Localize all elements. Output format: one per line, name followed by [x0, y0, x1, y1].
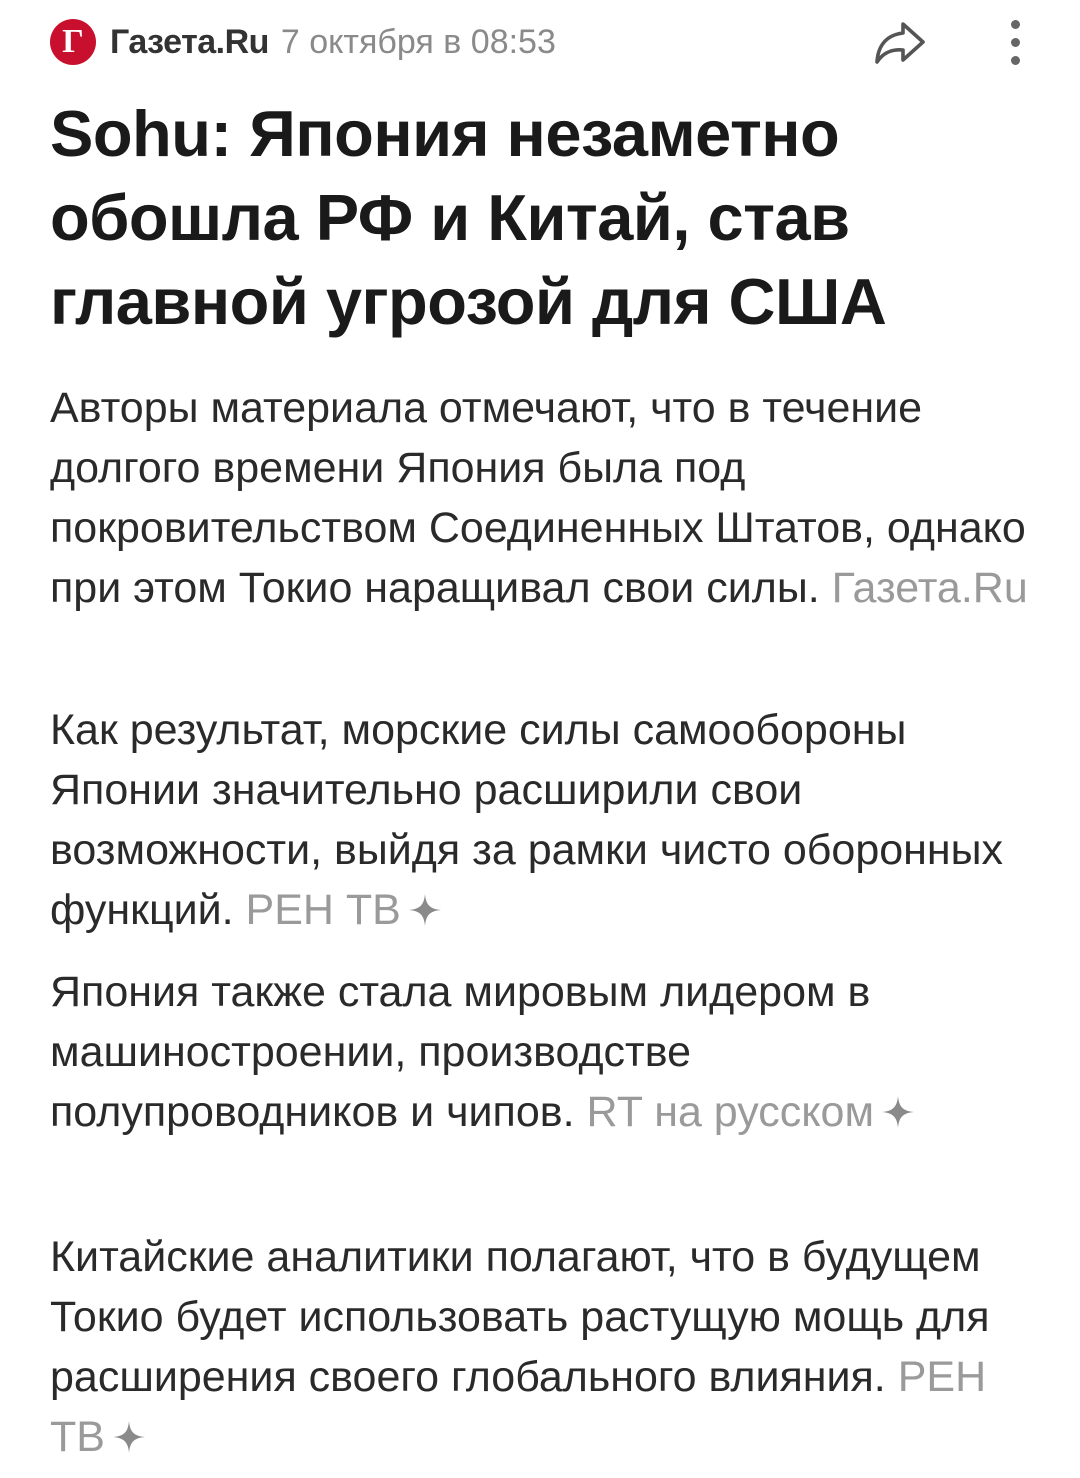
paragraph-text: Китайские аналитики полагают, что в будущем Токио будет использовать растущую мощь для расширения своего глобального влияния.	[50, 1233, 990, 1401]
source-name[interactable]: Газета.Ru	[110, 22, 269, 61]
source-header	[50, 12, 1030, 72]
paragraph-text: Как результат, морские силы самообороны Японии значительно расширили свои возможности, выйдя за рамки чисто оборонных функций.	[50, 706, 1004, 934]
gazeta-logo[interactable]	[50, 19, 96, 65]
paragraph-text: Авторы материала отмечают, что в течение долгого времени Япония была под покровительством Соединенных Штатов, однако при этом Токио наращивал свои силы.	[50, 384, 1026, 612]
summary-paragraph	[50, 962, 1040, 1142]
paragraph-source-link[interactable]: РЕН ТВ	[50, 1353, 987, 1461]
logo-letter: Г	[62, 23, 84, 60]
sparkle-icon	[111, 1419, 147, 1455]
more-options-button[interactable]	[1000, 12, 1030, 72]
paragraph-source-link[interactable]: РЕН ТВ	[245, 886, 401, 934]
summary-paragraph	[50, 1227, 1040, 1467]
more-vertical-icon-dot	[1011, 38, 1020, 47]
summary-paragraph	[50, 700, 1040, 940]
more-vertical-icon-dot	[1011, 56, 1020, 65]
sparkle-icon	[407, 892, 443, 928]
timestamp: 7 октября в 08:53	[280, 22, 556, 61]
sparkle-icon	[880, 1094, 916, 1130]
article-headline[interactable]: Sohu: Япония незаметно обошла РФ и Китай, став главной угрозой для США	[50, 97, 887, 338]
paragraph-source-link[interactable]: RT на русском	[586, 1088, 875, 1136]
summary-paragraph	[50, 378, 1040, 618]
paragraph-text: Япония также стала мировым лидером в машиностроении, производстве полупроводников и чипов.	[50, 968, 871, 1136]
share-arrow-icon	[873, 18, 927, 66]
more-vertical-icon	[1011, 20, 1020, 29]
share-button[interactable]	[870, 12, 930, 72]
paragraph-source-link[interactable]: Газета.Ru	[831, 564, 1028, 612]
